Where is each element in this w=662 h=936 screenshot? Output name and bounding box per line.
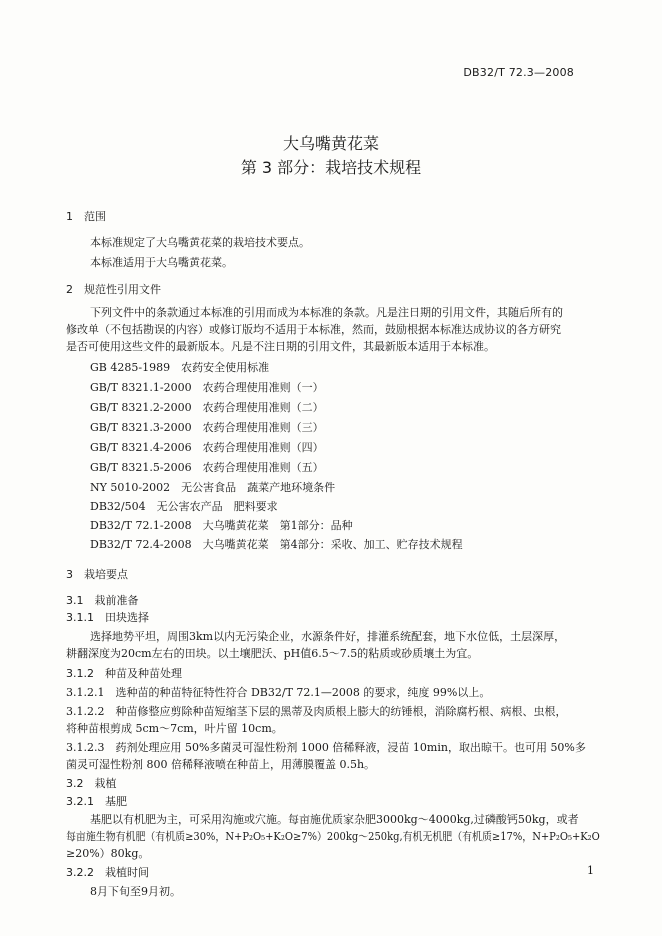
body-line: ≥20%）80kg。 (66, 847, 150, 860)
body-line: 每亩施生物有机肥（有机质≥30%，N+P₂O₅+K₂O≥7%）200kg～250kg,有机无机肥（有机质≥17%，N+P₂O₅+K₂O (66, 830, 600, 843)
reference-item: GB/T 8321.3-2000 农药合理使用准则（三） (90, 421, 324, 434)
reference-item: NY 5010-2002 无公害食品 蔬菜产地环境条件 (90, 481, 336, 494)
subsection-heading: 3.1.1 田块选择 (66, 611, 149, 624)
section-3-heading: 3 栽培要点 (66, 568, 128, 581)
reference-item: GB/T 8321.5-2006 农药合理使用准则（五） (90, 461, 324, 474)
body-line: 基肥以有机肥为主，可采用沟施或穴施。每亩施优质家杂肥3000kg～4000kg,过磷酸钙50kg，或者 (90, 813, 579, 826)
body-line: 3.1.2.3 药剂处理应用 50%多菌灵可湿性粉剂 1000 倍稀释液，浸苗 10min，取出晾干。也可用 50%多 (66, 741, 586, 754)
body-line: 菌灵可湿性粉剂 800 倍稀释液喷在种苗上，用薄膜覆盖 0.5h。 (66, 758, 376, 771)
reference-item: GB/T 8321.1-2000 农药合理使用准则（一） (90, 381, 324, 394)
body-line: 修改单（不包括勘误的内容）或修订版均不适用于本标准，然而，鼓励根据本标准达成协议的各方研究 (66, 323, 561, 336)
body-line: 耕翻深度为20cm左右的田块。以土壤肥沃、pH值6.5～7.5的粘质或砂质壤土为宜。 (66, 647, 479, 660)
body-line: 选择地势平坦，周围3km以内无污染企业，水源条件好，排灌系统配套，地下水位低，土层深厚， (90, 630, 566, 643)
body-line: 本标准规定了大乌嘴黄花菜的栽培技术要点。 (90, 236, 310, 249)
reference-item: DB32/T 72.4-2008 大乌嘴黄花菜 第4部分：采收、加工、贮存技术规程 (90, 538, 463, 551)
document-code: DB32/T 72.3—2008 (463, 66, 574, 79)
reference-item: GB/T 8321.4-2006 农药合理使用准则（四） (90, 441, 324, 454)
body-line: 8月下旬至9月初。 (90, 885, 181, 898)
reference-item: GB 4285-1989 农药安全使用标准 (90, 361, 270, 374)
body-line: 本标准适用于大乌嘴黄花菜。 (90, 256, 233, 269)
section-1-heading: 1 范围 (66, 210, 106, 223)
title-part: 第 3 部分：栽培技术规程 (240, 158, 422, 177)
body-line: 3.1.2.2 种苗修整应剪除种苗短缩茎下层的黑蒂及肉质根上膨大的纺锤根，消除腐朽根、病根、虫根， (66, 705, 567, 718)
subsection-heading: 3.1 栽前准备 (66, 594, 139, 607)
subsection-heading: 3.2 栽植 (66, 777, 117, 790)
reference-item: DB32/504 无公害农产品 肥料要求 (90, 500, 278, 513)
reference-item: GB/T 8321.2-2000 农药合理使用准则（二） (90, 401, 324, 414)
title-main: 大乌嘴黄花菜 (282, 134, 379, 153)
body-line: 是否可使用这些文件的最新版本。凡是不注日期的引用文件，其最新版本适用于本标准。 (66, 340, 495, 353)
reference-item: DB32/T 72.1-2008 大乌嘴黄花菜 第1部分：品种 (90, 519, 353, 532)
body-line: 将种苗根剪成 5cm～7cm，叶片留 10cm。 (66, 722, 283, 735)
body-line: 3.1.2.1 选种苗的种苗特征特性符合 DB32/T 72.1—2008 的要求，纯度 99%以上。 (66, 686, 491, 699)
section-2-heading: 2 规范性引用文件 (66, 283, 161, 296)
subsection-heading: 3.1.2 种苗及种苗处理 (66, 667, 182, 680)
page-number: 1 (587, 864, 594, 877)
subsection-heading: 3.2.1 基肥 (66, 795, 127, 808)
body-line: 下列文件中的条款通过本标准的引用而成为本标准的条款。凡是注日期的引用文件，其随后所有的 (90, 306, 563, 319)
subsection-heading: 3.2.2 栽植时间 (66, 866, 149, 879)
